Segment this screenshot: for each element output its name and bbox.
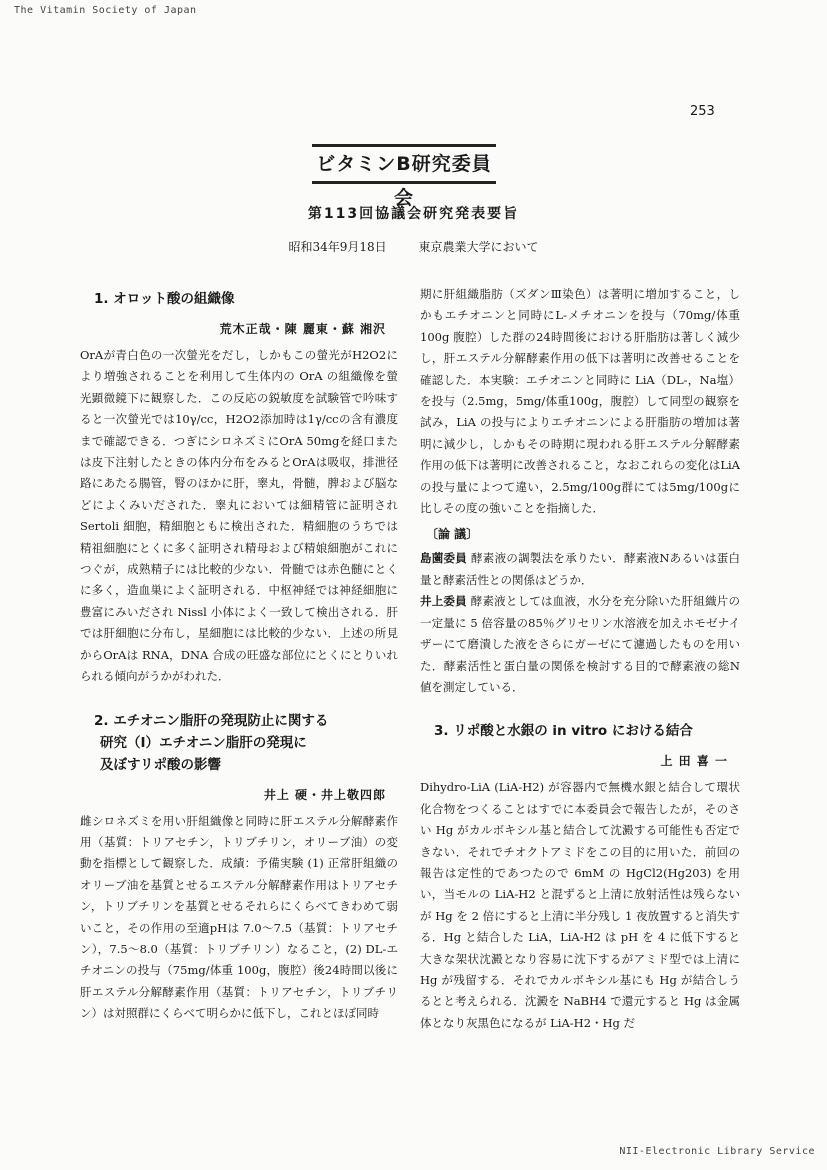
section-2-title-line2: 研究（Ⅰ）エチオニン脂肝の発現に — [100, 734, 307, 751]
section-1-authors: 荒木正哉・陳 麗東・蘇 湘沢 — [219, 322, 386, 336]
society-header: The Vitamin Society of Japan — [14, 5, 197, 16]
committee-title: ビタミンB研究委員会 — [312, 144, 496, 184]
section-2-title — [94, 710, 398, 776]
section-2-body-continued: 期に肝組織脂肪（ズダンⅢ染色）は著明に増加すること，しかもエチオニンと同時にL-メチオニンを投与（70mg/体重100g 腹腔）した群の24時間後における肝脂肪は著しく減少し，肝エステル分解酵素作用の低下は著明に改善せることを確認した．本実験：エチオニンと同時に LiA（DL-，Na塩）を投与（2.5mg，5mg/体重100g，腹腔）して同型の観察を試み，LiA の投与によりエチオニンによる肝脂肪の増加は著明に減少し，しかもその時期に現われる肝エステル分解酵素作用の低下は著明に改善されること，なおこれらの変化はLiAの投与量によつて違い，2.5mg/100g群にては5mg/100gに比しその度の強いことを指摘した． — [420, 287, 740, 516]
section-2-authors: 井上 硬・井上敬四郎 — [263, 787, 386, 802]
meeting-place: 東京農業大学において — [418, 240, 539, 254]
section-2-title-line3: 及ぼすリポ酸の影響 — [100, 756, 221, 773]
answer-speaker: 井上委員 — [420, 594, 467, 609]
right-column — [420, 284, 740, 1034]
meeting-date: 昭和34年9月18日 — [288, 240, 387, 254]
section-1-body: OrAが青白色の一次螢光をだし，しかもこの螢光がH2O2により増強されることを利用して生体内の OrA の組織像を螢光顕微鏡下に観察した．この反応の鋭敏度を試験管で吟味すると一次螢光では10γ/cc，H2O2添加時は1γ/ccの含有濃度まで確認できる．つぎにシロネズミにOrA 50mgを経口または皮下注射したときの体内分布をみるとOrAは吸収，排泄径路にあたる腸管，腎のほかに肝，睾丸，骨髄，脾および脳などによくみいだされた．睾丸においては細精管に証明され Sertoli 細胞，精細胞ともに検出された．精細胞のうちでは精祖細胞にとくに多く証明され精母および精娘細胞がこれにつぐが，成熟精子には比較的少ない．骨髄では赤色髄にとくに多く，造血巣によく証明される．中枢神経では神経細胞に豊富にみいだされ Nissl 小体によく一致して検出される．肝では肝細胞に分布し，星細胞には比較的少ない．上述の所見からOrAは RNA，DNA 合成の旺盛な部位にとくにとりいれられる傾向がうかがわれた． — [80, 348, 398, 684]
discussion-label: 〔論 議〕 — [426, 527, 479, 542]
section-1-title: 1. オロット酸の組織像 — [94, 291, 235, 307]
section-2-body: 雌シロネズミを用い肝組織像と同時に肝エステル分解酵素作用（基質：トリアセチン，トリブチリン，オリーブ油）の変動を指標として観察した．成績：予備実験 (1) 正常肝組織のオリーブ油を基質とせるエステル分解酵素作用はトリアセチン，トリブチリンを基質とせるそれらにくらべてきわめて弱いこと，その作用の至適pHは 7.0〜7.5（基質：トリアセチン），7.5〜8.0（基質：トリブチリン）なること，(2) DL-エチオニンの投与（75mg/体重 100g，腹腔）後24時間以後に肝エステル分解酵素作用（基質：トリアセチン，トリブチリン）は対照群にくらべて明らかに低下し，これとほぼ同時 — [80, 813, 398, 1021]
page-number: 253 — [690, 104, 715, 119]
meeting-info — [0, 238, 827, 255]
discussion-answer — [420, 591, 740, 698]
question-text: 酵素液の調製法を承りたい．酵素液Nあるいは蛋白量と酵素活性との関係はどうか． — [420, 551, 741, 587]
section-3-title: 3. リポ酸と水銀の in vitro における結合 — [434, 723, 693, 740]
session-title: 第113回協議会研究発表要旨 — [307, 206, 520, 222]
library-footer: NII-Electronic Library Service — [619, 1146, 815, 1157]
section-3-authors: 上 田 喜 一 — [660, 754, 728, 769]
discussion-question — [420, 548, 740, 591]
question-speaker: 島薗委員 — [420, 551, 468, 566]
left-column — [80, 284, 398, 1025]
section-3-body: Dihydro-LiA (LiA-H2) が容器内で無機水銀と結合して環状化合物をつくることはすでに本委員会で報告したが，そのさい Hg がカルボキシル基と結合して沈澱する可能性も否定できない．それでチオクトアミドをこの目的に用いた．前回の報告は定性的であつたので 6mM の HgCl2(Hg203) を用い，当モルの LiA-H2 と混ずると上清に放射活性は残らないが Hg を 2 倍にすると上清に半分残し 1 夜放置すると消失する．Hg と結合した LiA，LiA-H2 は pH を 4 に低下すると大きな架状沈澱となり容易に沈下するがアミド型では上清に Hg が残留する．それでカルボキシル基にも Hg が結合しうるとと考えられる．沈澱を NaBH4 で還元すると Hg は金属体となり灰黒色になるが LiA-H2・Hg だ — [420, 780, 740, 1030]
section-2-title-line1: 2. エチオニン脂肝の発現防止に関する — [94, 712, 329, 729]
answer-text: 酵素液としては血液，水分を充分除いた肝組織片の一定量に 5 倍容量の85％グリセリン水溶液を加えホモゼナイザーにて磨潰した液をさらにガーゼにて濾過したものを用いた．酵素活性と蛋白量の関係を検討する目的で酵素液の総N値を測定している． — [420, 594, 741, 694]
